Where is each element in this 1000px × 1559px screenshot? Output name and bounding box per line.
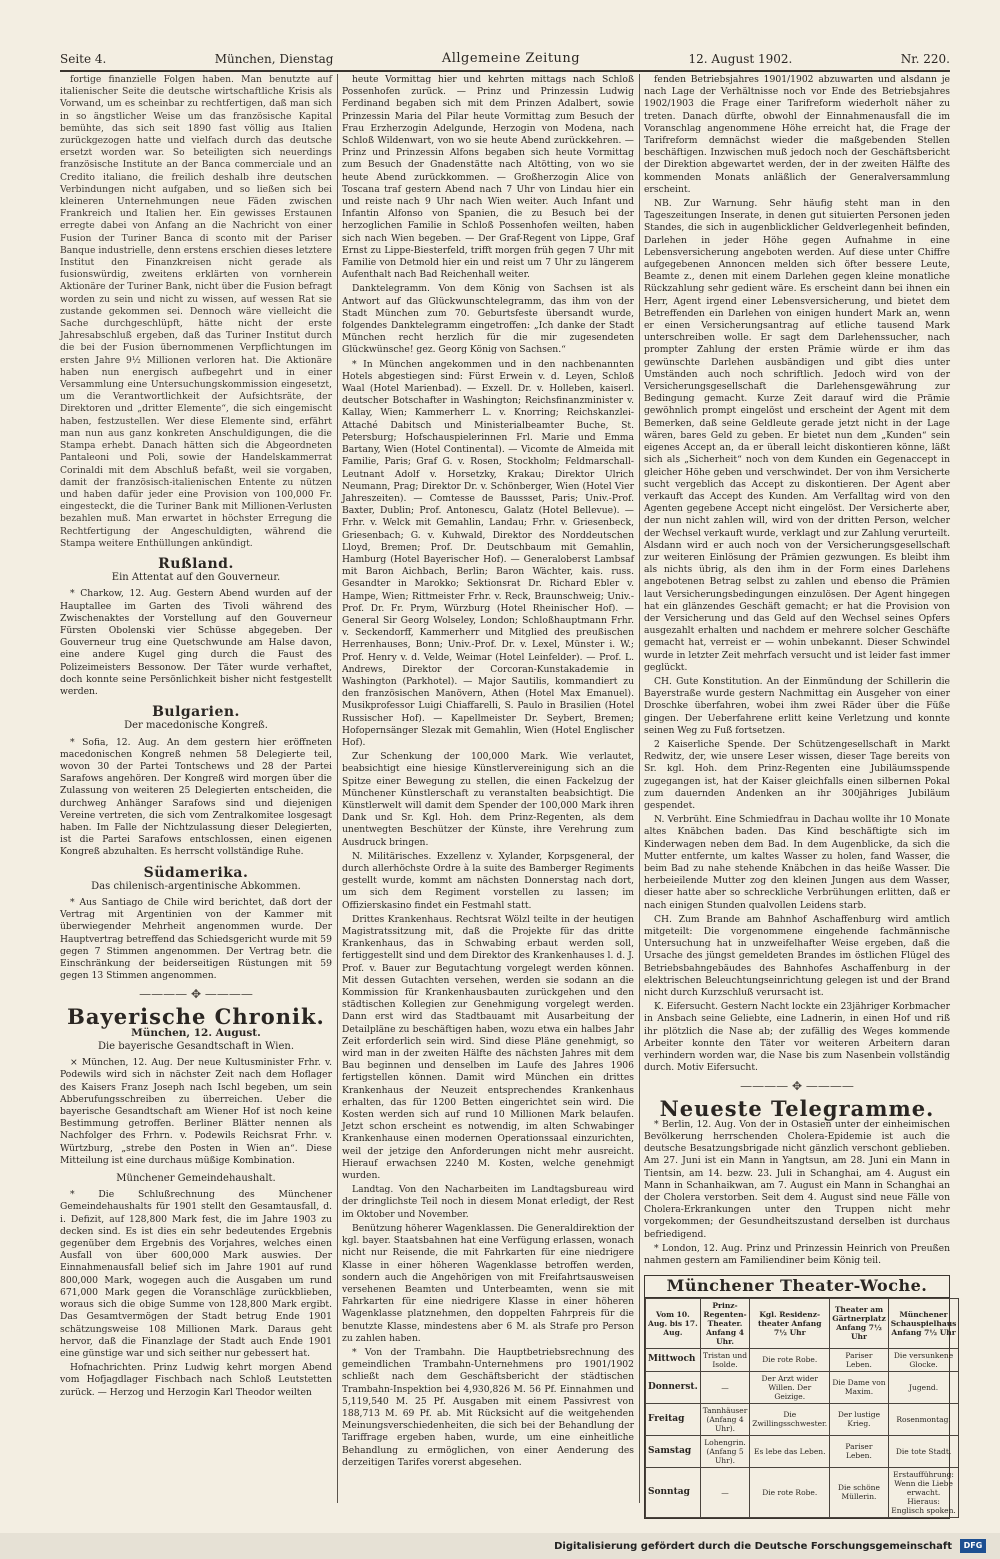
article-text: * London, 12. Aug. Prinz und Prinzessin Heinrich von Preußen nahmen gestern am Familiendiner beim König teil. (644, 1242, 950, 1267)
theater-title: Münchener Theater-Woche. (645, 1276, 949, 1297)
page-number: Seite 4. (60, 52, 107, 66)
section-title-bulgarien: Bulgarien. (152, 704, 240, 721)
masthead: Allgemeine Zeitung (441, 51, 581, 66)
article-text: Landtag. Von den Nacharbeiten im Landtagsbureau wird der dringlichste Teil noch in diesem Monat erledigt, der Rest im Oktober und November. (342, 1184, 634, 1220)
article-text: × München, 12. Aug. Der neue Kultusminister Frhr. v. Podewils wird sich in nächster Zeit nach dem Hoflager des Kaisers Franz Joseph nach Ischl begeben, um sein Abberufungsschreiben zu überreichen. Ueber die bayerische Gesandtschaft am Wiener Hof ist noch keine Bestimmung getroffen. Berliner Blätter nennen als Nachfolger des Frhrn. v. Podewils Reichsrat Frhr. v. Würtzburg, „strebe den Posten in Wien an“. Diese Mitteilung ist eine durchaus müßige Kombination. (60, 1057, 332, 1166)
table-cell: Die Zwillingsschwester. (750, 1403, 830, 1435)
section-title-russland: Rußland. (158, 555, 234, 572)
table-header: Prinz-Regenten-Theater. Anfang 4 Uhr. (700, 1298, 750, 1348)
table-cell: Erstaufführung: Wenn die Liebe erwacht. Hieraus: Englisch spoken. (888, 1467, 959, 1517)
digitization-footer (0, 1533, 1000, 1559)
theater-table (645, 1298, 959, 1518)
table-cell-day: Samstag (646, 1435, 701, 1467)
table-cell: Es lebe das Leben. (750, 1435, 830, 1467)
section-title-suedamerika: Südamerika. (143, 864, 249, 881)
article-text: 2 Kaiserliche Spende. Der Schützengesellschaft in Markt Redwitz, der, wie unsere Leser wissen, dieser Tage bereits von Sr. kgl. Hoh. dem Prinz-Regenten eine Jubiläumsspende zugegangen ist, hat der Kaiser gleichfalls einen silbernen Pokal zum dauernden Andenken an ihr 300jähriges Jubiläum gespendet. (644, 738, 950, 811)
table-cell: Die versunkene Glocke. (888, 1348, 959, 1371)
table-cell: Die rote Robe. (750, 1348, 830, 1371)
table-cell: Rosenmontag. (888, 1403, 959, 1435)
article-text: N. Verbrüht. Eine Schmiedfrau in Dachau wollte ihr 10 Monate altes Knäbchen baden. Das Kind beschäftigte sich im Kinderwagen neben dem Bad. In dem Augenblicke, da sich die Mutter entfernte, um kaltes Wasser zu holen, fand Wasser, die beim Bad zu nahe stehende Knäbchen in das heiße Wasser. Die herbeieilende Mutter zog den kleinen Jungen aus dem Wasser, dieser hatte aber so schreckliche Verbrühungen erlitten, daß er nach einigen Stunden qualvollen Leidens starb. (644, 814, 950, 911)
article-text: * Aus Santiago de Chile wird berichtet, daß dort der Vertrag mit Argentinien von der Kammer mit überwiegender Mehrheit angenommen wurde. Der Hauptvertrag betreffend das Schiedsgericht wurde mit 59 gegen 7 Stimmen angenommen. Der Vertrag betr. die Einschränkung der beiderseitigen Rüstungen mit 59 gegen 13 Stimmen angenommen. (60, 897, 332, 982)
article-text: * Die Schlußrechnung des Münchener Gemeindehaushalts für 1901 stellt den Gesamtausfall, d. i. Defizit, auf 128,800 Mark fest, die im Jahre 1903 zu decken sind. Es ist dies ein sehr bedeutendes Ergebnis gegenüber dem Ergebnis des Vorjahres, welches einen Ausfall von über 600,000 Mark auswies. Der Einnahmenausfall belief sich im Jahre 1901 auf rund 800,000 Mark, wogegen auch die Ausgaben um rund 671,000 Mark gegen die Voranschläge zurückblieben, woraus sich die obige Summe von 128,800 Mark ergibt. Das Gesamtvermögen der Stadt betrug Ende 1901 schätzungsweise 108 Millionen Mark. Daraus geht hervor, daß die Finanzlage der Stadt auch Ende 1901 eine günstige war und sich seither nur gebessert hat. (60, 1189, 332, 1359)
table-header: Münchener Schauspielhaus Anfang 7½ Uhr (888, 1298, 959, 1348)
article-text: Hofnachrichten. Prinz Ludwig kehrt morgen Abend vom Hofjagdlager Fischbach nach Schloß Leutstetten zurück. — Herzog und Herzogin Karl Theodor weilten (60, 1362, 332, 1398)
dfg-logo-icon: DFG (960, 1539, 986, 1553)
article-text: * Berlin, 12. Aug. Von der in Ostasien unter der einheimischen Bevölkerung herrschenden Cholera-Epidemie ist auch die deutsche Besatzungsbrigade nicht gänzlich verschont geblieben. Am 27. Juni ist ein Mann in Yangtsun, am 28. Juni ein Mann in Tientsin, am 14. bezw. 23. Juli in Schanghai, am 4. August ein Mann in Schanhaikwan, am 7. August ein Mann in Schanghai an der Cholera verstorben. Seit dem 4. August sind neue Fälle von Cholera-Erkrankungen unter den Truppen nicht mehr vorgekommen; der Gesundheitszustand derselben ist durchaus befriedigend. (644, 1118, 950, 1240)
article-text: fortige finanzielle Folgen haben. Man benutzte auf italienischer Seite die deutsche wirtschaftliche Krisis als Vorwand, um es scheinbar zu rechtfertigen, daß man sich in so ängstlicher Weise um das französische Kapital bemühte, das sich seit 1890 fast völlig aus Italien zurückgezogen hatte und vielfach durch das deutsche ersetzt worden war. So beteiligten sich neuerdings französische Institute an der Banca commerciale und an Credito italiano, die freilich deshalb ihre deutschen Verbindungen nicht aufgaben, und so ließen sich bei kleineren Unternehmungen neue Fäden zwischen Frankreich und Italien her. Ein gewisses Erstaunen erregte dabei von Anfang an die Nachricht von einer Fusion der Turiner Banca di sconto mit der Pariser Banque industrielle, denn erstens erschien dieses letztere Institut den Finanzkreisen nicht gerade als fusionswürdig, zweitens erklärten von vornherein Aktionäre der Turiner Bank, nicht über die Fusion befragt worden zu sein und nicht zu wissen, auf wessen Rat sie zustande gekommen sei. Dennoch wäre vielleicht die Sache durchgeschlüpft, hätte nicht der erste Jahresabschluß ergeben, daß das Turiner Institut durch die bei der Fusion übernommenen Verpflichtungen im ersten Jahre 9½ Millionen verloren hat. Die Aktionäre haben nun energisch aufbegehrt und in einer Versammlung eine Untersuchungskommission eingesetzt, um die Verantwortlichkeit der Aufsichtsräte, der Direktoren und „dritter Elemente“, die sich eingemischt haben, festzustellen. Wer diese Elemente sind, erfährt man nun aus ganz konkreten Anschuldigungen, die die Stampa erhebt. Danach hätten sich die Abgeordneten Pantaleoni und Poli, sowie der Handelskammerrat Corinaldi mit dem Abschluß befaßt, weil sie vorgaben, damit der französisch-italienischen Entente zu nützen und haben dafür jeder eine Provision von 100,000 Fr. eingesteckt, die die Turiner Bank mit Millionen-Verlusten bezahlen muß. Man erwartet in höchster Erregung die Rechtfertigung der Angeschuldigten, während die Stampa weitere Enthüllungen ankündigt. (60, 74, 332, 549)
section-title-chronik: Bayerische Chronik. (67, 1003, 325, 1029)
section-subtitle: Ein Attentat auf den Gouverneur. (111, 572, 281, 584)
table-header-row (646, 1298, 959, 1348)
article-text: CH. Zum Brande am Bahnhof Aschaffenburg wird amtlich mitgeteilt: Die vorgenommene eingehende fachmännische Untersuchung hat in unzweifelhafter Weise ergeben, daß die Ursache des jüngst gemeldeten Brandes im östlichen Flügel des Betriebsbahngebäudes des Bahnhofes Aschaffenburg in der elektrischen Beleuchtungseinrichtung gelegen ist und der Brand nicht durch Kurzschluß verursacht ist. (644, 913, 950, 999)
table-cell-day: Mittwoch (646, 1348, 701, 1371)
issue-number: Nr. 220. (900, 52, 950, 66)
page-header (60, 42, 950, 72)
table-cell-day: Donnerst. (646, 1371, 701, 1403)
table-cell: Die tote Stadt. (888, 1435, 959, 1467)
table-cell: Pariser Leben. (830, 1435, 889, 1467)
table-cell-day: Sonntag (646, 1467, 701, 1517)
dateline: München, 12. August. (131, 1026, 261, 1039)
table-header: Kgl. Residenz-theater Anfang 7½ Uhr (750, 1298, 830, 1348)
table-cell: Die rote Robe. (750, 1467, 830, 1517)
article-text: CH. Gute Konstitution. An der Einmündung der Schillerin die Bayerstraße wurde gestern Nachmittag ein Ausgeher von einer Droschke überfahren, wobei ihm zwei Räder über die Füße gingen. Der Ueberfahrene erlitt keine Verletzung und konnte seinen Weg zu Fuß fortsetzen. (644, 675, 950, 736)
section-subtitle: Das chilenisch-argentinische Abkommen. (91, 880, 301, 892)
column-divider (337, 74, 338, 1503)
table-row (646, 1403, 959, 1435)
article-text: Benützung höherer Wagenklassen. Die Generaldirektion der kgl. bayer. Staatsbahnen hat eine Verfügung erlassen, wonach nicht nur Reisende, die mit Fahrkarten für eine niedrigere Klasse in einer höheren Wagenklasse betroffen werden, sondern auch die Angehörigen von mit Freifahrtsausweisen versehenen Beamten und Unterbeamten, wenn sie mit Fahrkarten für eine niedrigere Klasse in einer höheren Wagenklasse platznehmen, den doppelten Fahrpreis für die benutzte Klasse, mindestens aber 6 M. als Strafe pro Person zu zahlen haben. (342, 1222, 634, 1344)
table-cell: Jugend. (888, 1371, 959, 1403)
article-text: N. Militärisches. Exzellenz v. Xylander, Korpsgeneral, der durch allerhöchste Ordre à la suite des Bamberger Regiments gestellt wurde, kommt am nächsten Donnerstag nach dort, um sich dem Regiment vorstellen zu lassen; im Offizierskasino findet ein Festmahl statt. (342, 850, 634, 911)
table-row (646, 1435, 959, 1467)
table-cell-day: Freitag (646, 1403, 701, 1435)
article-text: fenden Betriebsjahres 1901/1902 abzuwarten und alsdann je nach Lage der Verhältnisse noch vor Ende des Betriebsjahres 1902/1903 die Frage einer Tarifreform wiederholt näher zu treten. Danach dürfte, obwohl der Einnahmenausfall die im Voranschlag angenommene Höhe erreicht hat, die Frage der Tarifreform demnächst wieder die maßgebenden Stellen beschäftigen. Inzwischen muß jedoch noch der Geschäftsbericht der Direktion abgewartet werden, der in der zweiten Hälfte des kommenden Monats anläßlich der Generalversammlung erscheint. (644, 74, 950, 195)
ornament-divider: ———— ✥ ———— (139, 987, 253, 1002)
article-text: Danktelegramm. Von dem König von Sachsen ist als Antwort auf das Glückwunschtelegramm, das ihm von der Stadt München zum 70. Geburtsfeste übersandt wurde, folgendes Danktelegramm eingetroffen: „Ich danke der Stadt München recht herzlich für die mir zugesendeten Glückwünsche! gez. Georg König von Sachsen.“ (342, 283, 634, 356)
section-title-telegramme: Neueste Telegramme. (659, 1095, 935, 1121)
column-divider (639, 74, 640, 1503)
table-row (646, 1467, 959, 1517)
table-cell: Tristan und Isolde. (700, 1348, 750, 1371)
column-3 (644, 74, 957, 1515)
ornament-divider: ———— ✥ ———— (740, 1079, 854, 1094)
table-cell: — (700, 1467, 750, 1517)
article-text: * Charkow, 12. Aug. Gestern Abend wurden auf der Hauptallee im Garten des Tivoli während des Zwischenaktes der Vorstellung auf den Gouverneur Fürsten Obolenski vier Schüsse abgegeben. Der Gouverneur trug eine Quetschwunde am Halse davon, eine andere Kugel ging durch die Faust des Polizeimeisters Bessonow. Der Täter wurde verhaftet, doch konnte seine Persönlichkeit bisher nicht festgestellt werden. (60, 588, 332, 697)
theater-schedule (644, 1275, 957, 1518)
column-2 (342, 74, 634, 1503)
section-subtitle: Die bayerische Gesandtschaft in Wien. (97, 1041, 295, 1053)
article-text: K. Eifersucht. Gestern Nacht lockte ein 23jähriger Korbmacher in Ansbach seine Geliebte, eine Ladnerin, in einen Hof und riß ihr plötzlich die Nase ab; der zufällig des Weges kommende Arbeiter konnte den Täter vor weiteren Arbeitern daran verhindern worden war, die Nase bis zum Nasenbein vollständig durch. Motiv Eifersucht. (644, 1001, 950, 1074)
table-header: Vom 10. Aug. bis 17. Aug. (646, 1298, 701, 1348)
article-text: Drittes Krankenhaus. Rechtsrat Wölzl teilte in der heutigen Magistratssitzung mit, daß die Projekte für das dritte Krankenhaus, das in Schwabing erbaut werden soll, fertiggestellt sind und dem Direktor des Krankenhauses l. d. J. Prof. v. Bauer zur Begutachtung vorgelegt werden können. Mit dessen Gutachten versehen, werden sie sodann an die Kommission für Krankenhausbauten zurückgehen und den städtischen Kollegien zur Genehmigung vorgelegt werden. Dann erst wird das Stadtbauamt mit Ausarbeitung der Detailpläne zu beschäftigen haben, wozu etwa ein halbes Jahr Zeit erforderlich sein wird. Sind diese Pläne genehmigt, so wird man in der zweiten Hälfte des nächsten Jahres mit dem Bau beginnen und denselben im Laufe des Jahres 1906 fertigstellen können. Damit wird München ein drittes Krankenhaus der Neuzeit entsprechendes Krankenhaus erhalten, das für 1200 Betten eingerichtet sein wird. Die Kosten werden sich auf rund 10 Millionen Mark belaufen. Jetzt schon erscheint es notwendig, im alten Schwabinger Krankenhause einen modernen Operationssaal einzurichten, weil der jetzige den Anforderungen nicht mehr ausreicht. Hierauf erwachsen 2240 M. Kosten, welche genehmigt wurden. (342, 913, 634, 1182)
table-cell: Lohengrin. (Anfang 5 Uhr). (700, 1435, 750, 1467)
article-text: * In München angekommen und in den nachbenannten Hotels abgestiegen sind: Fürst Erwein v. d. Leyen, Schloß Waal (Hotel Marienbad). — Exzell. Dr. v. Holleben, kaiserl. deutscher Botschafter in Washington; Reichsfinanzminister v. Kallay, Wien; Kammerherr L. v. Knorring; Reichskanzlei-Attaché Dabitsch und Ministerialbeamter Buche, St. Petersburg; Hofschauspielerinnen Frl. Marie und Emma Bartany, Wien (Hotel Continental). — Vicomte de Almeida mit Familie, Paris; Graf G. v. Rosen, Stockholm; Feldmarschall-Leutnant Adolf v. Horsetzky, Krakau; Direktor Ulrich Neumann, Prag; Direktor Dr. v. Schönberger, Wien (Hotel Vier Jahreszeiten). — Comtesse de Baussset, Paris; Univ.-Prof. Baxter, Dublin; Prof. Antonescu, Galatz (Hotel Bellevue). — Frhr. v. Welck mit Gemahlin, Landau; Frhr. v. Griesenbeck, Griesenbach; G. v. Kuhwald, Direktor des Norddeutschen Lloyd, Bremen; Prof. Dr. Deutschbaum mit Gemahlin, Hamburg (Hotel Bayerischer Hof). — Generaloberst Lambsaf mit Baron Aichbach, Berlin; Baron Wächter, kais. russ. Gesandter in Marokko; Sektionsrat Dr. Richard Ebler v. Hampe, Wien; Rittmeister Frhr. v. Reck, Braunschweig; Univ.-Prof. Dr. Fr. Prym, Würzburg (Hotel Rheinischer Hof). — General Sir Georg Wolseley, London; Schloßhauptmann Frhr. v. Seckendorff, Kammerherr und Mitglied des preußischen Herrenhauses, Bonn; Univ.-Prof. Dr. v. Lexel, Münster i. W.; Prof. Henry v. d. Velde, Weimar (Hotel Leinfelder). — Prof. L. Andrews, Direktor der Corcoran-Kunstakademie in Washington (Parkhotel). — Major Sautilis, kommandiert zu den französischen Manövern, Athen (Hotel Max Emanuel). Musikprofessor Luigi Chiaffarelli, S. Paulo in Brasilien (Hotel Russischer Hof). — Kapellmeister Dr. Seybert, Bremen; Hofopernsänger Slezak mit Gemahlin, Wien (Hotel Englischer Hof). (342, 358, 634, 748)
article-text: Zur Schenkung der 100,000 Mark. Wie verlautet, beabsichtigt eine hiesige Künstlervereinigung sich an die Spitze einer Bewegung zu stellen, die einen Fackelzug der Münchener Künstlerschaft zu veranstalten beabsichtigt. Die Künstlerwelt will damit dem Spender der 100,000 Mark ihren Dank und Sr. Kgl. Hoh. dem Prinz-Regenten, als dem unentwegten Beschützer der Künste, ihre Verehrung zum Ausdruck bringen. (342, 751, 634, 848)
table-cell: Die schöne Müllerin. (830, 1467, 889, 1517)
article-text: * Sofia, 12. Aug. An dem gestern hier eröffneten macedonischen Kongreß nehmen 58 Delegierte teil, wovon 30 der Partei Tontschews und 28 der Partei Sarafows angehören. Der Kongreß wird morgen über die Zulassung von weiteren 25 Delegierten entscheiden, die durchweg Anhänger Sarafows sind und diejenigen Vereine vertreten, die sich vom Zentralkomitee losgesagt haben. Im Falle der Nichtzulassung dieser Delegierten, ist die Partei Sarafows entschlossen, einen eigenen Kongreß abzuhalten. Es herrscht vollständige Ruhe. (60, 736, 332, 858)
table-cell: Der lustige Krieg. (830, 1403, 889, 1435)
table-row (646, 1371, 959, 1403)
table-cell: — (700, 1371, 750, 1403)
table-row (646, 1348, 959, 1371)
article-text: * Von der Trambahn. Die Hauptbetriebsrechnung des gemeindlichen Trambahn-Unternehmens pro 1901/1902 schließt nach dem Geschäftsbericht der städtischen Trambahn-Inspektion bei 4,930,826 M. 56 Pf. Einnahmen und 5,119,540 M. 25 Pf. Ausgaben mit einem Passivrest von 188,713 M. 69 Pf. ab. Mit Rücksicht auf die weitgehenden Meinungsverschiedenheiten, die sich bei der Behandlung der Tariffrage ergeben haben, wurde, um eine einheitliche Behandlung zu ermöglichen, von einer Aenderung des derzeitigen Tarifes vorerst abgesehen. (342, 1346, 634, 1468)
table-header: Theater am Gärtnerplatz Anfang 7½ Uhr (830, 1298, 889, 1348)
column-1 (60, 74, 332, 1503)
table-cell: Tannhäuser (Anfang 4 Uhr). (700, 1403, 750, 1435)
article-text: heute Vormittag hier und kehrten mittags nach Schloß Possenhofen zurück. — Prinz und Prinzessin Ludwig Ferdinand begaben sich mit dem Prinzen Adalbert, sowie Prinzessin Maria del Pilar heute Vormittag zum Besuch der Frau Erzherzogin Adelgunde, Herzogin von Modena, nach Schloß Wildenwart, von wo sie heute Abend zurückkehren. — Prinz und Prinzessin Alfons begaben sich heute Vormittag zum Besuch der Gnadenstätte nach Altötting, von wo sie heute Abend zurückkommen. — Großherzogin Alice von Toscana traf gestern Abend nach 7 Uhr von Lindau hier ein und reiste nach 9 Uhr nach Wien weiter. Auch Infant und Infantin Alfonso von Spanien, die zu Besuch bei der herzoglichen Familie in Schloß Possenhofen weilten, haben sich nach Wien begeben. — Der Graf-Regent von Lippe, Graf Ernst zu Lippe-Biesterfeld, trifft morgen früh gegen 7 Uhr mit Familie von Detmold hier ein und reist um 7 Uhr zu längerem Aufenthalt nach Bad Reichenhall weiter. (342, 74, 634, 281)
article-text: NB. Zur Warnung. Sehr häufig steht man in den Tageszeitungen Inserate, in denen gut situierten Personen jeden Standes, die sich in augenblicklicher Geldverlegenheit befinden, Darlehen in jeder Höhe gegen Aufnahme in eine Lebensversicherung angeboten werden. Auf diese unter Chiffre aufgegebenen Annoncen melden sich öfter bessere Leute, Beamte z., denen mit einem Darlehen gegen kleine monatliche Rückzahlung sehr gedient wäre. Es erscheint dann bei ihnen ein Herr, Agent irgend einer Lebensversicherung, und bietet dem Betreffenden ein Darlehen von einigen hundert Mark an, wenn er einen Versicherungsantrag auf etliche tausend Mark unterschreiben wolle. Er sagt dem Darlehenssucher, nach prompter Zahlung der ersten Prämie würde er ihm das gewünschte Darlehen ausbändigen und gibt dies unter Umständen auch noch schriftlich. Jedoch wird von der Versicherungsgesellschaft die Darlehensgewährung zur Bedingung gemacht. Kurze Zeit darauf wird die Prämie gewöhnlich prompt eingelöst und erscheint der Agent mit dem Bemerken, daß seine Geldleute gerade jetzt nicht in der Lage wären, bares Geld zu geben. Er bietet nun dem „Kunden“ sein eigenes Accept an, da er überall leicht diskontieren könne, läßt sich als „Sicherheit“ noch von dem Kunden ein Gegenaccept in gleicher Höhe geben und verschwindet. Der von ihm Versicherte sucht vergeblich das Accept zu diskontieren. Der Agent aber verkauft das Accept des Kunden. Am Verfalltag wird von den Agenten gegebene Accept nicht eingelöst. Der Versicherte aber, der nun nicht zahlen will, wird von der dritten Person, welcher der Wechsel verkauft wurde, verklagt und zur Zahlung verurteilt. Alsdann wird er auch noch von der Versicherungsgesellschaft zur weiteren Einlösung der Prämien gezwungen. Es bleibt ihm als nichts übrig, als den ihm in der Form eines Darlehens angebotenen Betrag selbst zu zahlen und ebenso die Prämien laut Versicherungsbedingungen einzulösen. Der Agent hingegen hat ein glänzendes Geschäft gemacht; er hat die Provision von der Versicherung und das Geld auf den Wechsel seines Opfers ausgezahlt erhalten und nachdem er mehrere solcher Geschäfte gemacht hat, verreist er — wohin unbekannt. Dieser Schwindel wurde in letzter Zeit mehrfach versucht und ist leider fast immer geglückt. (644, 198, 950, 673)
section-subtitle: Der macedonische Kongreß. (124, 720, 268, 732)
table-cell: Die Dame von Maxim. (830, 1371, 889, 1403)
section-subtitle: Münchener Gemeindehaushalt. (116, 1173, 276, 1185)
table-cell: Pariser Leben. (830, 1348, 889, 1371)
issue-date: 12. August 1902. (688, 52, 793, 66)
table-cell: Der Arzt wider Willen. Der Geizige. (750, 1371, 830, 1403)
footer-text: Digitalisierung gefördert durch die Deutsche Forschungsgemeinschaft (554, 1540, 952, 1552)
place-date: München, Dienstag (214, 52, 334, 66)
